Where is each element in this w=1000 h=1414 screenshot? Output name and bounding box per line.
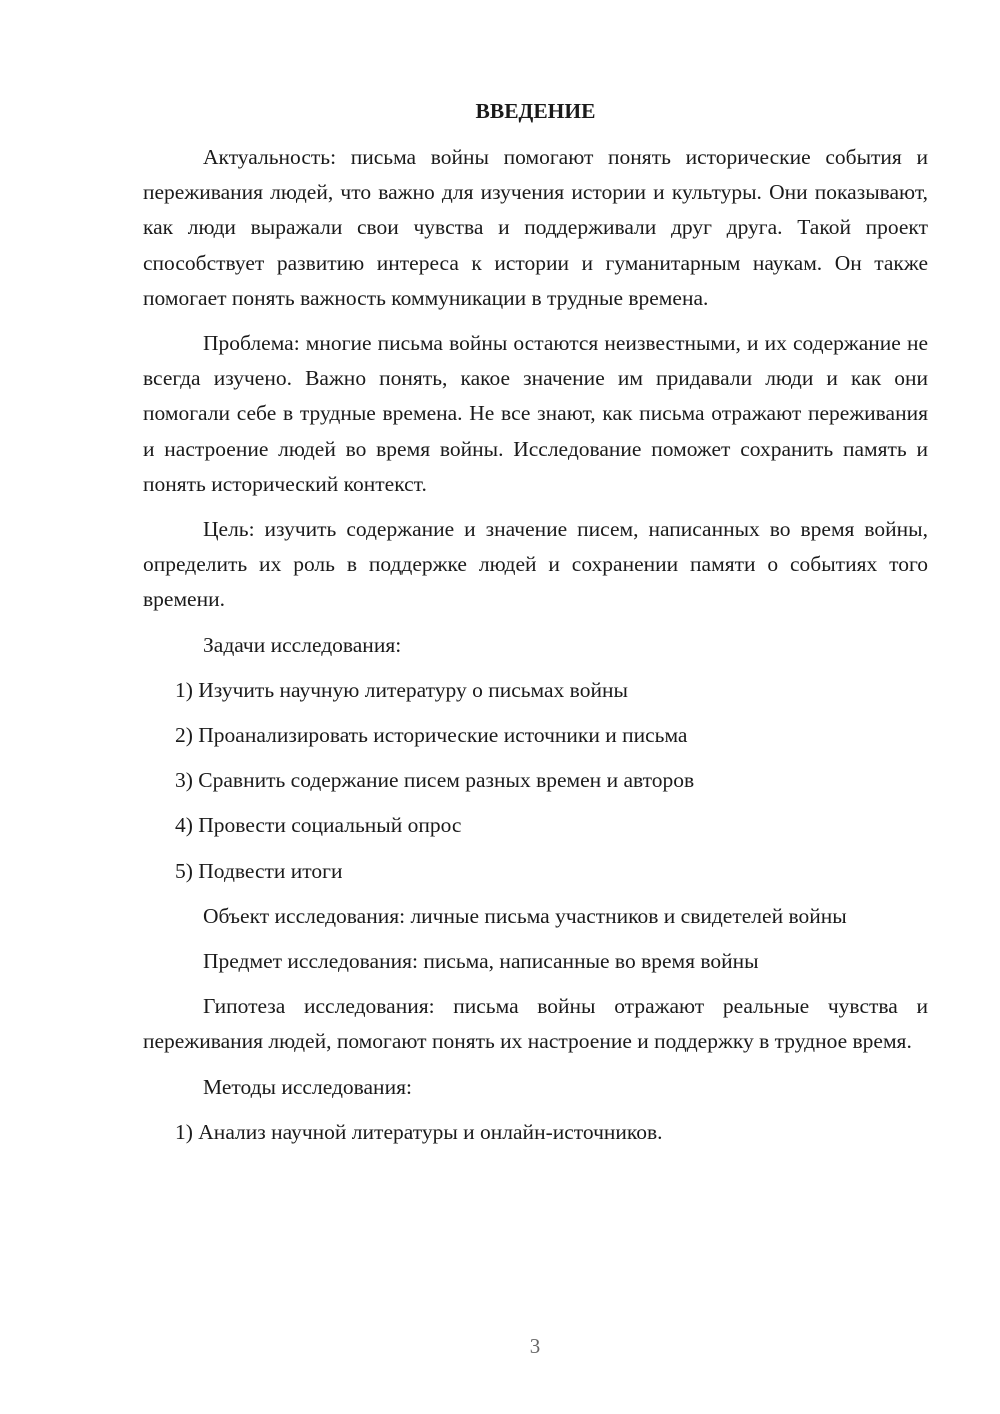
list-item: 4) Провести социальный опрос <box>175 813 462 838</box>
hypothesis-paragraph: Гипотеза исследования: письма войны отражают реальные чувства и переживания людей, помогают понять их настроение и поддержку в трудное время. <box>143 994 928 1054</box>
page-number: 3 <box>529 1334 541 1358</box>
relevance-paragraph: Актуальность: письма войны помогают понять исторические события и переживания людей, что важно для изучения истории и культуры. Они показывают, как люди выражали свои чувства и поддерживали друг друга. Такой проект способствует развитию интереса к истории и гуманитарным наукам. Он также помогает понять важность коммуникации в трудные времена. <box>143 145 928 310</box>
tasks-list <box>143 673 928 889</box>
list-item: 1) Анализ научной литературы и онлайн-источников. <box>175 1119 663 1144</box>
methods-heading: Методы исследования: <box>203 1074 412 1099</box>
tasks-heading: Задачи исследования: <box>203 632 402 657</box>
list-item: 5) Подвести итоги <box>175 858 343 883</box>
object-paragraph: Объект исследования: личные письма участников и свидетелей войны <box>203 903 847 928</box>
goal-paragraph: Цель: изучить содержание и значение писем, написанных во время войны, определить их роль в поддержке людей и сохранении памяти о событиях того времени. <box>143 517 928 612</box>
list-item: 2) Проанализировать исторические источники и письма <box>175 723 688 748</box>
section-heading: ВВЕДЕНИЕ <box>475 99 596 123</box>
subject-paragraph: Предмет исследования: письма, написанные во время войны <box>203 949 759 974</box>
list-item: 1) Изучить научную литературу о письмах войны <box>175 677 628 702</box>
list-item: 3) Сравнить содержание писем разных времен и авторов <box>175 768 695 793</box>
document-page <box>143 96 928 1160</box>
methods-list <box>143 1115 928 1150</box>
problem-paragraph: Проблема: многие письма войны остаются неизвестными, и их содержание не всегда изучено. Важно понять, какое значение им придавали люди и как они помогали себе в трудные времена. Не все знают, как письма отражают переживания и настроение людей во время войны. Исследование поможет сохранить память и понять исторический контекст. <box>143 331 928 496</box>
